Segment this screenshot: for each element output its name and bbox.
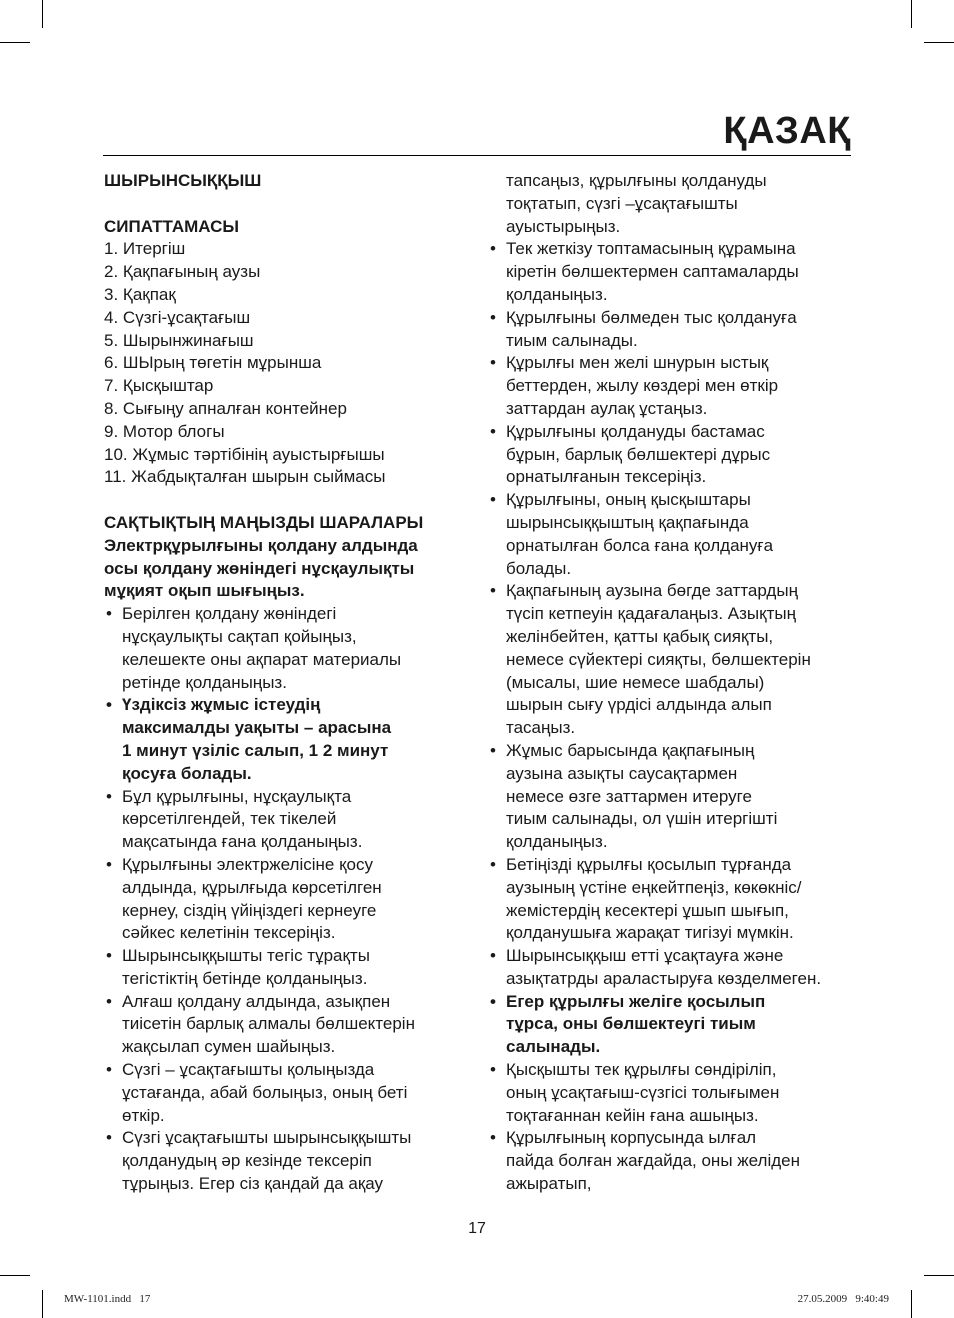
bullet-line: салынады.: [506, 1037, 601, 1057]
bullet-line: • Бетіңізді құрылғы қосылып тұрғанда: [506, 854, 792, 874]
part-label: Сығыңу апналған контейнер: [122, 398, 347, 418]
part-number: 1.: [104, 239, 119, 259]
bullet-line: • Сүзгі – ұсақтағышты қолыңызда: [122, 1060, 375, 1080]
bullet-line: тоқтатып, сүзгі –ұсақтағышты: [506, 193, 738, 213]
bullet-item: [488, 352, 852, 420]
part-label: Жабдықталған шырын сыймасы: [131, 467, 386, 487]
bullet-line: тиым салынады, ол үшін итергішті: [506, 809, 778, 829]
bullet-line: бұрын, барлық бөлшектері дұрыс: [506, 444, 771, 464]
page-number: 17: [468, 1220, 486, 1237]
bullet-item: [104, 1127, 466, 1195]
intro-line: Электрқұрылғыны қолдану алдында: [104, 535, 418, 555]
bullet-item: [488, 854, 852, 945]
part-number: 7.: [104, 376, 119, 396]
bullet-line: орнатылған болса ғана қолдануға: [506, 535, 774, 555]
crop-mark: [0, 42, 30, 43]
bullet-line: болады.: [506, 558, 572, 578]
bullet-line: • Тек жеткізу топтамасының құрамына: [506, 239, 796, 259]
left-bullet-list: [104, 603, 466, 1196]
part-label: Қақпақ: [122, 284, 176, 304]
bullet-line: тапсаңыз, құрылғыны қолдануды: [506, 171, 767, 190]
part-item: [104, 421, 466, 444]
bullet-item: [104, 786, 466, 854]
bullet-item: [488, 1059, 852, 1127]
bullet-line: ажыратып,: [506, 1174, 592, 1194]
bullet-item: [488, 1127, 852, 1195]
bullet-line: орнатылғанын тексеріңіз.: [506, 467, 707, 487]
bullet-item: [488, 307, 852, 353]
bullet-item: [104, 854, 466, 945]
bullet-line: • Берілген қолдану жөніндегі: [122, 604, 337, 624]
bullet-line: оның ұсақтағыш-сүзгісі толығымен: [506, 1082, 780, 1102]
footer-filename: MW-1101.indd 17: [64, 1293, 151, 1305]
part-number: 6.: [104, 353, 119, 373]
bullet-line: • Алғаш қолдану алдында, азықпен: [122, 991, 391, 1011]
intro-line: мұқият оқып шығыңыз.: [104, 581, 305, 601]
bullet-line: тиісетін барлық алмалы бөлшектерін: [122, 1014, 415, 1034]
part-number: 11.: [104, 467, 127, 487]
part-label: ШЫрың төгетін мұрынша: [122, 353, 322, 373]
bullet-line: • Жұмыс барысында қақпағының: [506, 740, 755, 760]
bullet-line: немесе өзге заттармен итеруге: [506, 786, 752, 806]
crop-mark: [42, 0, 43, 28]
part-number: 3.: [104, 284, 119, 304]
part-item: [104, 307, 466, 330]
part-label: Шырынжинағыш: [122, 330, 254, 350]
bullet-line: пайда болған жағдайда, оны желіден: [506, 1151, 800, 1171]
part-item: [104, 330, 466, 353]
part-number: 5.: [104, 330, 119, 350]
bullet-line: • Құрылғыны бөлмеден тыс қолдануға: [506, 307, 797, 327]
bullet-line: сәйкес келетінін тексеріңіз.: [122, 923, 336, 943]
part-label: Қысқыштар: [122, 376, 214, 396]
bullet-line: қолданушыға жарақат тигізуі мүмкін.: [506, 923, 794, 943]
bullet-item: [488, 238, 852, 306]
description-heading: СИПАТТАМАСЫ: [104, 216, 240, 236]
parts-list: [104, 238, 466, 489]
part-label: Итергіш: [122, 239, 186, 259]
right-column: [488, 170, 852, 1196]
part-item: [104, 375, 466, 398]
part-number: 10.: [104, 444, 128, 464]
bullet-line: (мысалы, шие немесе шабдалы): [506, 672, 765, 692]
bullet-item: [488, 580, 852, 740]
safety-heading: САҚТЫҚТЫҢ МАҢЫЗДЫ ШАРАЛАРЫ: [104, 512, 424, 532]
bullet-line: қолданудың әр кезінде тексеріп: [122, 1151, 372, 1171]
bullet-item: [488, 489, 852, 580]
bullet-line: келешекте оны ақпарат материалы: [122, 649, 402, 669]
bullet-line: • Құрылғыны қолдануды бастамас: [506, 421, 765, 441]
part-item: [104, 238, 466, 261]
bullet-line: жемістердің кесектері ұшып шығып,: [506, 900, 789, 920]
bullet-item: [488, 740, 852, 854]
crop-mark: [911, 0, 912, 28]
part-number: 2.: [104, 262, 119, 282]
footer-timestamp: 27.05.2009 9:40:49: [797, 1293, 889, 1305]
bullet-line: аузының үстіне еңкейтпеңіз, көкөкніс/: [506, 877, 802, 897]
crop-mark: [924, 1275, 954, 1276]
bullet-line: өткір.: [122, 1105, 165, 1125]
crop-mark: [0, 1275, 30, 1276]
bullet-item: [488, 170, 852, 238]
part-number: 8.: [104, 398, 119, 418]
bullet-line: азықтатрды араластыруға көзделмеген.: [506, 968, 822, 988]
part-number: 9.: [104, 421, 119, 441]
bullet-item: [104, 1059, 466, 1127]
bullet-line: ұстағанда, абай болыңыз, оның беті: [122, 1082, 408, 1102]
bullet-line: • Сүзгі ұсақтағышты шырынсыққышты: [122, 1128, 412, 1148]
bullet-item: [488, 421, 852, 489]
part-item: [104, 398, 466, 421]
part-number: 4.: [104, 307, 119, 327]
bullet-line: қолданыңыз.: [506, 284, 608, 304]
bullet-line: көрсетілгендей, тек тікелей: [122, 809, 337, 829]
right-bullet-list: [488, 170, 852, 1196]
product-heading: ШЫРЫНСЫҚҚЫШ: [104, 171, 262, 190]
language-title: ҚАЗАҚ: [723, 110, 851, 152]
part-item: [104, 444, 466, 467]
bullet-line: • Құрылғыны, оның қысқыштары: [506, 490, 751, 510]
bullet-line: • Қақпағының аузына бөгде заттардың: [506, 581, 798, 601]
bullet-line: түсіп кетпеуін қадағалаңыз. Азықтың: [506, 604, 796, 624]
bullet-line: тұрыңыз. Егер сіз қандай да ақау: [122, 1174, 384, 1194]
part-item: [104, 352, 466, 375]
bullet-line: тиым салынады.: [506, 330, 638, 350]
bullet-line: • Құрылғы мен желі шнурын ыстық: [506, 353, 769, 373]
bullet-line: немесе сүйектері сияқты, бөлшектерін: [506, 649, 811, 669]
part-item: [104, 284, 466, 307]
safety-intro: [104, 535, 466, 603]
header-rule: [103, 155, 851, 156]
part-item: [104, 466, 466, 489]
part-label: Қақпағының аузы: [122, 262, 261, 282]
crop-mark: [911, 1290, 912, 1318]
part-item: [104, 261, 466, 284]
bullet-line: алдында, құрылғыда көрсетілген: [122, 877, 382, 897]
bullet-item: [488, 945, 852, 991]
bullet-line: жақсылап сумен шайыңыз.: [122, 1037, 336, 1057]
bullet-line: • Шырынсыққышты тегіс тұрақты: [122, 946, 370, 966]
part-label: Мотор блогы: [122, 421, 225, 441]
bullet-line: 1 минут үзіліс салып, 1 2 минут: [122, 740, 389, 760]
bullet-line: • Егер құрылғы желіге қосылып: [506, 991, 766, 1011]
intro-line: осы қолдану жөніндегі нұсқаулықты: [104, 558, 415, 578]
bullet-line: • Бұл құрылғыны, нұсқаулықта: [122, 786, 352, 806]
bullet-item: [104, 603, 466, 694]
part-label: Жұмыс тәртібінің ауыстырғышы: [132, 444, 385, 464]
bullet-item: [104, 945, 466, 991]
bullet-line: тұрса, оны бөлшектеугі тиым: [506, 1014, 756, 1034]
bullet-line: желінбейтен, қатты қабық сияқты,: [506, 626, 774, 646]
bullet-line: нұсқаулықты сақтап қойыңыз,: [122, 626, 357, 646]
bullet-line: шырын сығу үрдісі алдында алып: [506, 695, 772, 715]
left-column: [104, 170, 466, 1196]
bullet-line: мақсатында ғана қолданыңыз.: [122, 832, 363, 852]
bullet-line: кернеу, сіздің үйіңіздегі кернеуге: [122, 900, 377, 920]
crop-mark: [924, 42, 954, 43]
part-label: Сүзгі-ұсақтағыш: [122, 307, 251, 327]
bullet-line: заттардан аулақ ұстаңыз.: [506, 398, 708, 418]
bullet-line: • Шырынсыққыш етті ұсақтауға және: [506, 946, 784, 966]
bullet-line: шырынсыққыштың қақпағында: [506, 512, 749, 532]
bullet-line: тоқтағаннан кейін ғана ашыңыз.: [506, 1105, 759, 1125]
bullet-item: [104, 694, 466, 785]
bullet-line: • Құрылғының корпусында ылғал: [506, 1128, 757, 1148]
bullet-line: максималды уақыты – арасына: [122, 718, 392, 738]
bullet-line: қолданыңыз.: [506, 832, 608, 852]
bullet-line: қосуға болады.: [122, 763, 252, 783]
bullet-line: • Қысқышты тек құрылғы сөндіріліп,: [506, 1060, 777, 1080]
bullet-line: кіретін бөлшектермен саптамаларды: [506, 262, 799, 282]
bullet-line: • Құрылғыны электржелісіне қосу: [122, 854, 373, 874]
bullet-line: беттерден, жылу көздері мен өткір: [506, 376, 779, 396]
bullet-line: ретінде қолданыңыз.: [122, 672, 287, 692]
bullet-item: [104, 991, 466, 1059]
bullet-line: ауыстырыңыз.: [506, 216, 621, 236]
bullet-line: аузына азықты саусақтармен: [506, 763, 738, 783]
bullet-line: тегістіктің бетінде қолданыңыз.: [122, 968, 368, 988]
bullet-line: тасаңыз.: [506, 718, 576, 738]
bullet-line: • Үздіксіз жұмыс істеудің: [122, 695, 321, 715]
bullet-item: [488, 991, 852, 1059]
crop-mark: [42, 1290, 43, 1318]
